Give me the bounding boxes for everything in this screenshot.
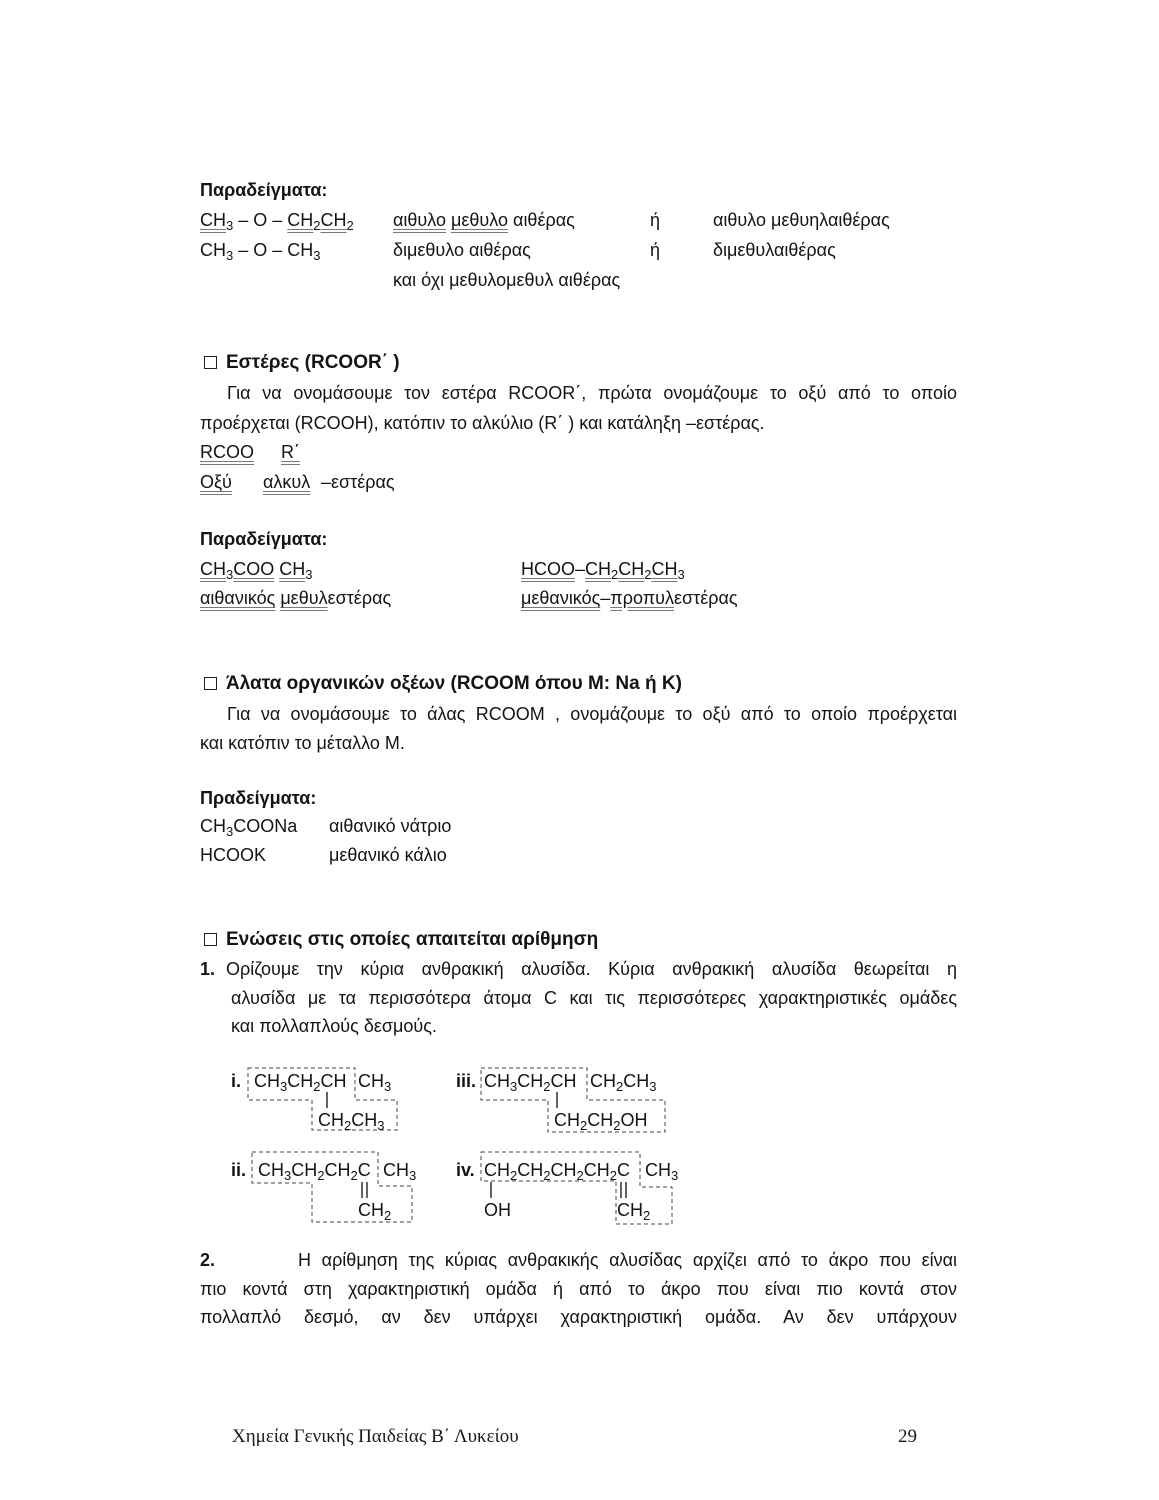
name-part: μεθυλ <box>280 588 328 608</box>
scheme-acid-label: Οξύ <box>200 472 232 492</box>
name-part: προπυλ <box>610 588 674 608</box>
structure-branch: $CH_2CH_3$ <box>318 1110 385 1133</box>
name-part: μεθυλο <box>451 210 509 230</box>
structure-main-chain: $CH_2CH_2CH_2CH_2C$ <box>484 1160 630 1183</box>
page-number: 29 <box>898 1426 917 1447</box>
esters-paragraph-line: προέρχεται (RCOOH), κατόπιν το αλκύλιο (R΄ ) και κατάληξη –εστέρας. <box>200 413 765 433</box>
scheme-alkyl-part: R΄ <box>281 442 300 462</box>
structure-branch: $CH_2$ <box>358 1200 392 1223</box>
ester-name-2 <box>521 588 738 608</box>
section-heading-salts: Άλατα οργανικών οξέων (RCOOM όπου M: Na ή K) <box>226 673 682 694</box>
salt-name-1: αιθανικό νάτριο <box>329 816 452 836</box>
formula-part: HCOO <box>521 559 575 579</box>
ether-formula-1 <box>200 210 354 233</box>
step1-line: και πολλαπλούς δεσμούς. <box>231 1016 437 1036</box>
formula-part: $CH_2CH_2$ <box>287 210 354 233</box>
ether-name-2: διμεθυλο αιθέρας <box>393 240 531 260</box>
step2-line: πολλαπλό δεσμό, αν δεν υπάρχει χαρακτηριστική ομάδα. Αν δεν υπάρχουν <box>200 1307 957 1327</box>
formula-part: $CH_2CH_2CH_3$ <box>585 559 685 582</box>
step1-line: αλυσίδα με τα περισσότερα άτομα C και τις περισσότερες χαρακτηριστικές ομάδες <box>231 988 957 1008</box>
section-heading-numbering: Ενώσεις στις οποίες απαιτείται αρίθμηση <box>226 929 599 950</box>
step2-line: πιο κοντά στη χαρακτηριστική ομάδα ή από το άκρο που είναι πιο κοντά στον <box>200 1279 957 1299</box>
footer-book-title: Χημεία Γενικής Παιδείας Β΄ Λυκείου <box>232 1426 519 1447</box>
formula-separator: – <box>575 559 586 579</box>
square-bullet-icon <box>204 356 217 369</box>
section-heading-esters: Εστέρες (RCOOR΄ ) <box>226 352 400 373</box>
ether-name-1 <box>393 210 575 230</box>
name-separator: – <box>600 588 611 608</box>
structure-substituent: OH <box>484 1200 511 1220</box>
structure-chain-end: $CH_2CH_3$ <box>590 1071 657 1094</box>
ether-formula-2: $CH_3$ – O – $CH_3$ <box>200 240 321 263</box>
structure-chain-end: $CH_3$ <box>383 1160 417 1183</box>
formula-part: $CH_3COO$ <box>200 559 275 582</box>
name-part: αιθυλο <box>393 210 446 230</box>
salt-formula-2: HCOOK <box>200 845 267 865</box>
step1-line: Ορίζουμε την κύρια ανθρακική αλυσίδα. Κύρια ανθρακική αλυσίδα θεωρείται η <box>226 959 957 979</box>
name-part: εστέρας <box>673 588 738 608</box>
salt-formula-1: $CH_3COONa$ <box>200 816 298 839</box>
ether-alt-name-2: διμεθυλαιθέρας <box>713 240 836 260</box>
structure-main-chain: $CH_3CH_2CH$ <box>484 1071 577 1094</box>
or-word: ή <box>650 240 661 260</box>
scheme-acid-part: RCOO <box>200 442 254 462</box>
salts-examples-title: Πραδείγματα: <box>200 788 317 808</box>
ester-formula-2 <box>521 559 685 582</box>
name-part: εστέρας <box>327 588 392 608</box>
ester-formula-1 <box>200 559 313 582</box>
square-bullet-icon <box>204 933 217 946</box>
structure-label: i. <box>231 1071 242 1091</box>
ethers-examples-title: Παραδείγματα: <box>200 180 328 200</box>
formula-part: $CH_3$ <box>200 210 234 233</box>
formula-part: $CH_3$ <box>279 559 313 582</box>
scheme-alkyl-label: αλκυλ <box>263 472 311 492</box>
structure-label: ii. <box>231 1160 247 1180</box>
step-number: 2. <box>200 1250 216 1270</box>
structure-main-chain: $CH_3CH_2CH_2C$ <box>258 1160 371 1183</box>
esters-paragraph-line: Για να ονομάσουμε τον εστέρα RCOOR΄, πρώτα ονομάζουμε το οξύ από το οποίο <box>227 383 957 403</box>
name-part: μεθανικός <box>521 588 601 608</box>
structure-main-chain: $CH_3CH_2CH$ <box>254 1071 347 1094</box>
scheme-suffix: –εστέρας <box>321 472 395 492</box>
structure-chain-end: $CH_3$ <box>358 1071 392 1094</box>
structure-chain-end: $CH_3$ <box>645 1160 679 1183</box>
ether-alt-name-1: αιθυλο μεθυηλαιθέρας <box>713 210 890 230</box>
formula-part: – O – <box>238 210 283 230</box>
salts-paragraph-line: Για να ονομάσουμε το άλας RCOOM , ονομάζουμε το οξύ από το οποίο προέρχεται <box>227 704 957 724</box>
structure-label: iv. <box>456 1160 475 1180</box>
salts-paragraph-line: και κατόπιν το μέταλλο M. <box>200 733 405 753</box>
name-part: αιθέρας <box>513 210 575 230</box>
ether-note: και όχι μεθυλομεθυλ αιθέρας <box>393 270 621 290</box>
esters-examples-title: Παραδείγματα: <box>200 529 328 549</box>
structure-branch: $CH_2$ <box>617 1200 651 1223</box>
square-bullet-icon <box>204 677 217 690</box>
ester-name-1 <box>200 588 391 608</box>
step-number: 1. <box>200 959 216 979</box>
step2-line: Η αρίθμηση της κύριας ανθρακικής αλυσίδας αρχίζει από το άκρο που είναι <box>298 1250 957 1270</box>
structure-branch: $CH_2CH_2OH$ <box>554 1110 648 1133</box>
salt-name-2: μεθανικό κάλιο <box>329 845 447 865</box>
name-part: αιθανικός <box>200 588 276 608</box>
structure-label: iii. <box>456 1071 477 1091</box>
or-word: ή <box>650 210 661 230</box>
